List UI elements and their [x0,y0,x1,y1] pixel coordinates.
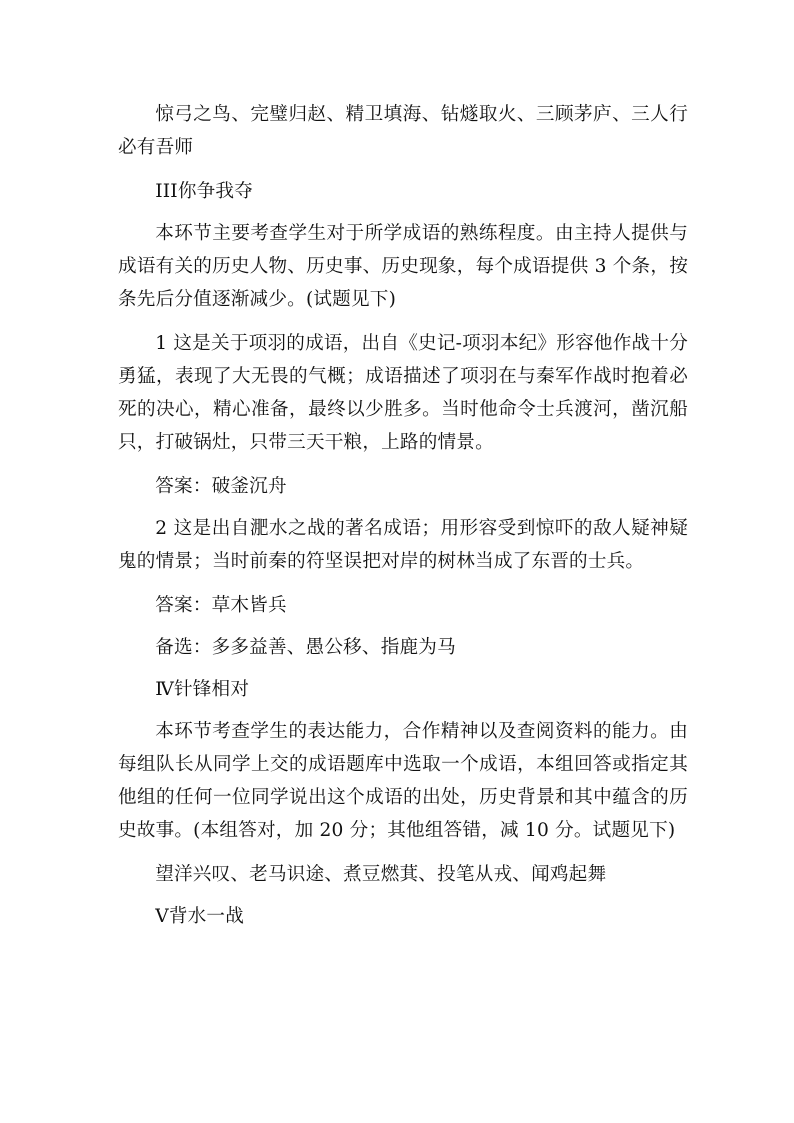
section-heading-4: Ⅳ针锋相对 [155,679,250,700]
question-2: 2 这是出自淝水之战的著名成语；用形容受到惊吓的敌人疑神疑鬼的情景；当时前秦的符坚误把对岸的树林当成了东晋的士兵。 [118,518,688,572]
document-page [118,98,688,942]
question-1: 1 这是关于项羽的成语，出自《史记-项羽本纪》形容他作战十分勇猛，表现了大无畏的气概；成语描述了项羽在与秦军作战时抱着必死的决心，精心准备，最终以少胜多。当时他命令士兵渡河，凿沉船只，打破锅灶，只带三天干粮，上路的情景。 [118,333,688,453]
section-heading-3: III你争我夺 [155,181,253,202]
section-3-description: 本环节主要考查学生对于所学成语的熟练程度。由主持人提供与成语有关的历史人物、历史事、历史现象，每个成语提供 3 个条，按条先后分值逐渐减少。(试题见下) [118,223,688,310]
backup-options: 备选：多多益善、愚公移、指鹿为马 [155,637,456,658]
answer-1: 答案：破釜沉舟 [155,476,287,497]
section-4-description: 本环节考查学生的表达能力，合作精神以及查阅资料的能力。由每组队长从同学上交的成语题库中选取一个成语，本组回答或指定其他组的任何一位同学说出这个成语的出处，历史背景和其中蕴含的历史故事。(本组答对，加 20 分；其他组答错，减 10 分。试题见下) [118,721,688,841]
answer-2: 答案：草木皆兵 [155,595,287,616]
section-heading-5: Ⅴ背水一战 [155,906,244,927]
section-4-idiom-list: 望洋兴叹、老马识途、煮豆燃萁、投笔从戎、闻鸡起舞 [155,864,607,885]
idiom-list-paragraph: 惊弓之鸟、完璧归赵、精卫填海、钻燧取火、三顾茅庐、三人行必有吾师 [118,104,688,158]
